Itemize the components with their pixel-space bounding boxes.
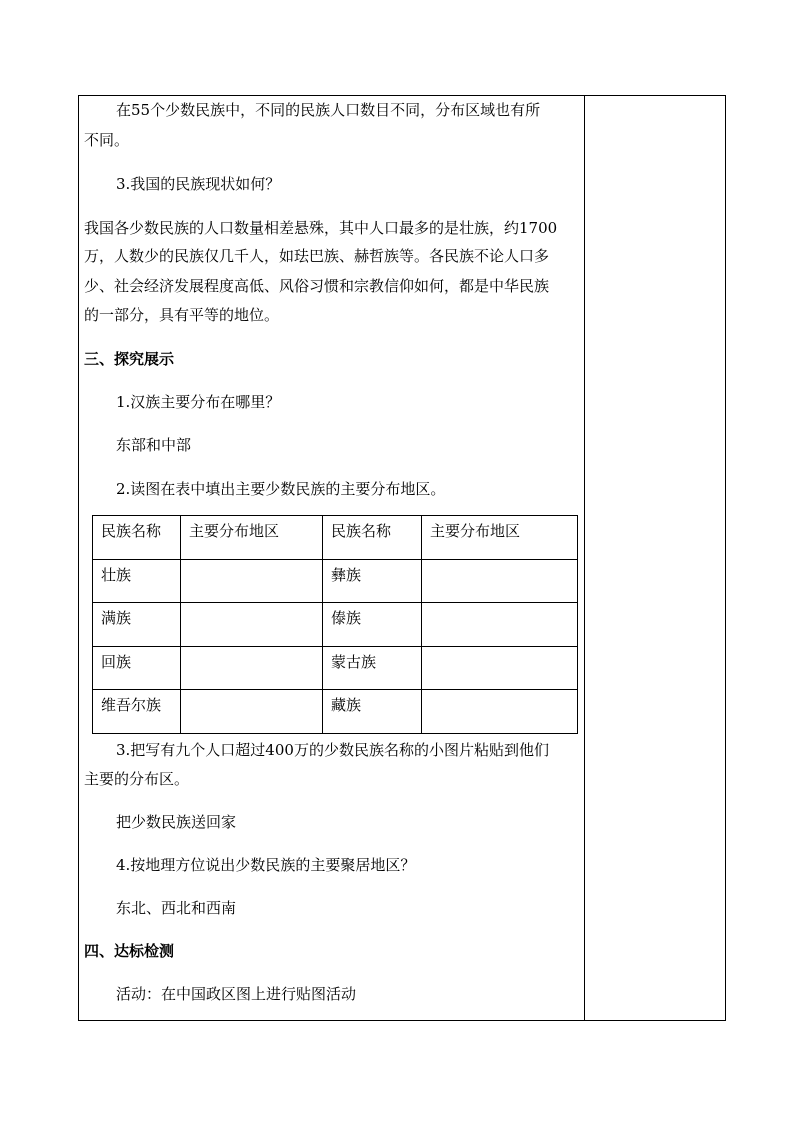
question-3: 3.我国的民族现状如何？ bbox=[116, 175, 281, 193]
section-heading-assessment: 四、达标检测 bbox=[84, 942, 175, 960]
table-row bbox=[93, 559, 578, 603]
answer-line: 的一部分，具有平等的地位。 bbox=[84, 306, 280, 324]
table-cell-empty bbox=[422, 690, 578, 734]
table-header-cell: 民族名称 bbox=[93, 516, 181, 560]
exercise-4-answer: 东北、西北和西南 bbox=[116, 899, 237, 917]
table-cell-empty bbox=[422, 646, 578, 690]
exercise-4: 4.按地理方位说出少数民族的主要聚居地区？ bbox=[116, 856, 416, 874]
paragraph-line: 不同。 bbox=[84, 131, 130, 149]
table-cell-empty bbox=[181, 690, 323, 734]
exercise-3-answer: 把少数民族送回家 bbox=[116, 813, 237, 831]
paragraph-line: 在55个少数民族中，不同的民族人口数目不同，分布区域也有所 bbox=[116, 101, 541, 119]
table-cell-empty bbox=[181, 646, 323, 690]
table-cell: 壮族 bbox=[93, 559, 181, 603]
table-cell: 彝族 bbox=[323, 559, 422, 603]
table-cell-empty bbox=[181, 603, 323, 647]
exercise-1: 1.汉族主要分布在哪里？ bbox=[116, 393, 281, 411]
exercise-3-line: 主要的分布区。 bbox=[84, 770, 190, 788]
table-header-cell: 民族名称 bbox=[323, 516, 422, 560]
table-cell: 满族 bbox=[93, 603, 181, 647]
table-cell: 傣族 bbox=[323, 603, 422, 647]
table-header-row bbox=[93, 516, 578, 560]
table-cell: 蒙古族 bbox=[323, 646, 422, 690]
column-divider bbox=[584, 95, 585, 1021]
table-header-cell: 主要分布地区 bbox=[422, 516, 578, 560]
table-cell: 藏族 bbox=[323, 690, 422, 734]
section-heading-explore: 三、探究展示 bbox=[84, 350, 175, 368]
ethnic-distribution-table bbox=[92, 515, 578, 734]
table-cell-empty bbox=[422, 559, 578, 603]
exercise-2: 2.读图在表中填出主要少数民族的主要分布地区。 bbox=[116, 480, 446, 498]
exercise-1-answer: 东部和中部 bbox=[116, 436, 192, 454]
answer-line: 万，人数少的民族仅几千人，如珐巴族、赫哲族等。各民族不论人口多 bbox=[84, 247, 550, 265]
table-row bbox=[93, 690, 578, 734]
activity-text: 活动：在中国政区图上进行贴图活动 bbox=[116, 985, 357, 1003]
answer-line: 我国各少数民族的人口数量相差悬殊，其中人口最多的是壮族，约1700 bbox=[84, 219, 558, 237]
table-header-cell: 主要分布地区 bbox=[181, 516, 323, 560]
answer-line: 少、社会经济发展程度高低、风俗习惯和宗教信仰如何，都是中华民族 bbox=[84, 277, 550, 295]
table-row bbox=[93, 603, 578, 647]
exercise-3-line: 3.把写有九个人口超过400万的少数民族名称的小图片粘贴到他们 bbox=[116, 741, 549, 759]
table-cell-empty bbox=[422, 603, 578, 647]
table-row bbox=[93, 646, 578, 690]
table-cell: 回族 bbox=[93, 646, 181, 690]
table-cell: 维吾尔族 bbox=[93, 690, 181, 734]
table-cell-empty bbox=[181, 559, 323, 603]
